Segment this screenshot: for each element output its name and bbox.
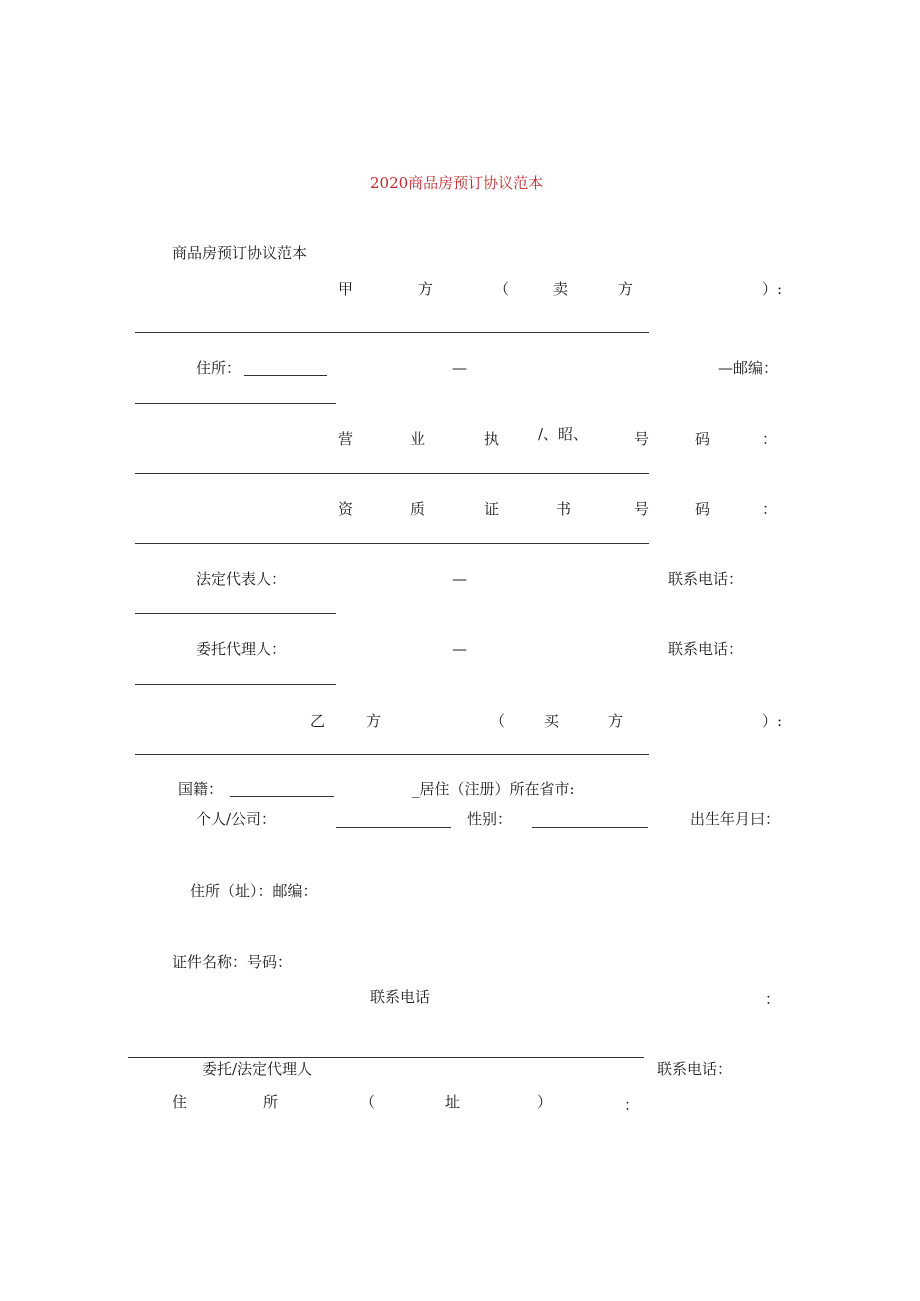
party-b-address-char: 址 [445,1093,461,1111]
party-b-residence-label: _居住（注册）所在省市: [412,780,575,798]
party-a-postcode-line [135,403,336,404]
license-char: ： [762,430,778,448]
party-b-gender-line [532,827,648,828]
party-a-char: 甲 [338,280,354,298]
party-a-char: ）: [762,280,783,298]
party-b-char: 买 [544,712,560,730]
document-title: 2020商品房预订协议范本 [370,174,544,192]
party-b-agent-phone-label: 联系电话： [657,1060,733,1078]
party-a-legal-rep-line [135,613,336,614]
party-b-gender-label: 性别： [467,810,513,828]
party-b-char: （ [490,712,506,730]
qualification-char: 证 [484,500,500,518]
party-b-fill-line [135,754,649,755]
document-subtitle: 商品房预订协议范本 [172,244,308,262]
party-b-phone-colon: ： [765,990,781,1008]
party-b-char: 乙 [310,712,326,730]
party-b-nationality-label: 国籍： [178,780,224,798]
party-a-agent-dash: — [452,640,467,658]
party-a-char: （ [494,280,510,298]
party-a-fill-line [135,332,649,333]
qualification-char: 码 [695,500,711,518]
party-b-id-label: 证件名称：号码： [172,953,293,971]
party-a-legal-rep-dash: — [452,570,467,588]
license-char: 码 [695,430,711,448]
qualification-char: 质 [410,500,426,518]
party-b-address-char: ） [537,1093,553,1111]
qualification-char: 资 [338,500,354,518]
party-b-birth-label: 出生年月曰： [690,810,781,828]
party-a-legal-rep-label: 法定代表人： [196,570,287,588]
party-b-nationality-line [230,796,334,797]
party-b-char: 方 [366,712,382,730]
party-a-char: 方 [418,280,434,298]
party-b-address-char: 住 [172,1093,188,1111]
party-a-agent-phone-label: 联系电话： [668,640,744,658]
license-char: /、昭、 [538,425,589,443]
party-b-address-postcode-label: 住所（址）：邮编： [190,882,318,900]
license-char: 营 [338,430,354,448]
party-a-address-dash: — [452,359,467,377]
party-b-address-char: （ [360,1093,376,1111]
party-a-agent-label: 委托代理人： [196,640,287,658]
party-b-address-char: ： [624,1096,640,1114]
party-a-address-label: 住所： [196,359,242,377]
party-a-address-line [244,375,327,376]
license-char: 执 [484,430,500,448]
party-a-license-line [135,473,649,474]
party-b-person-company-line [336,827,451,828]
party-a-agent-line [135,684,336,685]
qualification-char: 书 [556,500,572,518]
party-b-agent-label: 委托/法定代理人 [202,1060,313,1078]
qualification-char: 号 [634,500,650,518]
party-a-char: 方 [618,280,634,298]
party-a-char: 卖 [553,280,569,298]
party-b-char: 方 [608,712,624,730]
party-b-phone-label: 联系电话 [370,988,431,1006]
license-char: 业 [410,430,426,448]
license-char: 号 [634,430,650,448]
party-a-postcode-label: —邮编： [718,359,779,377]
party-b-char: ）: [762,712,783,730]
qualification-char: ： [762,500,778,518]
party-a-qualification-line [135,543,649,544]
party-a-legal-rep-phone-label: 联系电话： [668,570,744,588]
party-b-address-char: 所 [263,1093,279,1111]
party-b-person-company-label: 个人/公司： [196,810,277,828]
party-b-phone-line [128,1057,644,1058]
